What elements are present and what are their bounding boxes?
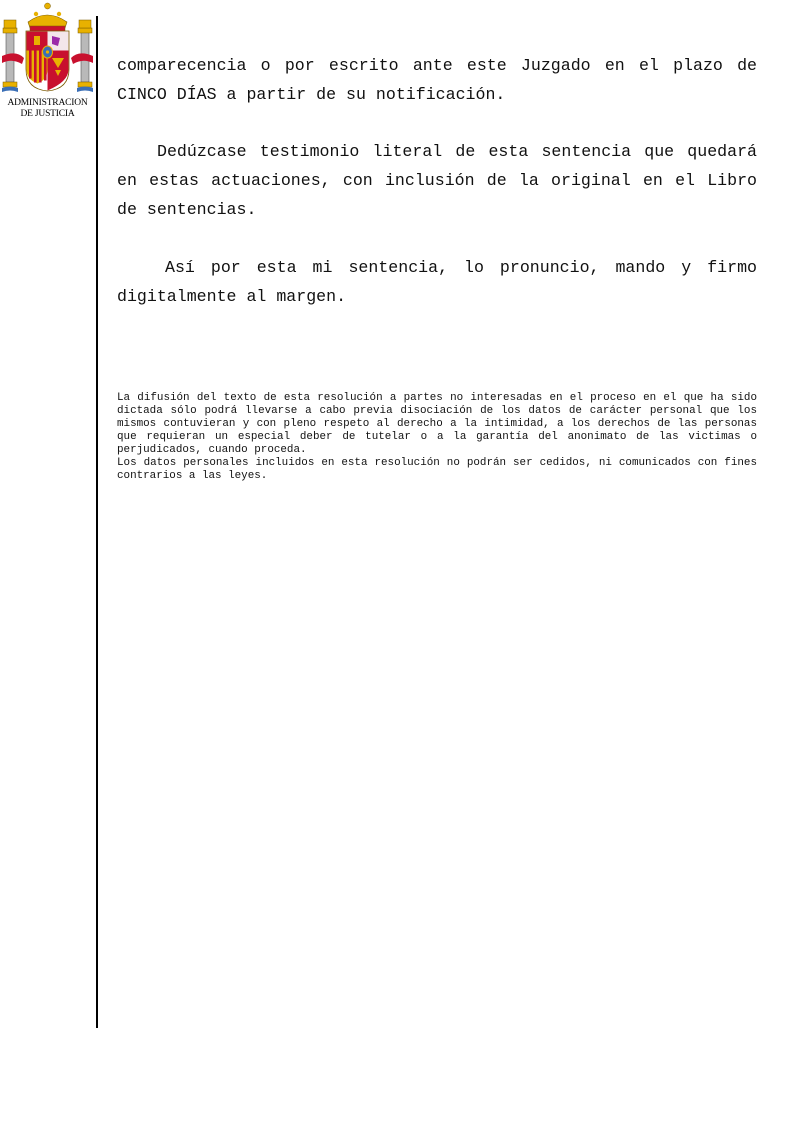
margin-rule: [96, 16, 98, 1028]
logo-caption: [0, 98, 95, 120]
header-logo: [0, 0, 95, 125]
logo-line-2: DE JUSTICIA: [20, 109, 75, 119]
logo-line-1: ADMINISTRACION: [7, 98, 88, 108]
privacy-notice-paragraph-2: Los datos personales incluidos en esta resolución no podrán ser cedidos, ni comunicados con fines contrarios a las leyes.: [117, 457, 757, 482]
body-paragraph-2: Dedúzcase testimonio literal de esta sentencia que quedará en estas actuaciones, con inclusión de la original en el Libro de sentencias.: [117, 142, 757, 219]
spanish-coat-of-arms-icon: [0, 0, 95, 98]
body-paragraph-1: comparecencia o por escrito ante este Juzgado en el plazo de CINCO DÍAS a partir de su notificación.: [117, 56, 757, 104]
privacy-notice: [117, 392, 757, 483]
privacy-notice-paragraph-1: La difusión del texto de esta resolución a partes no interesadas en el proceso en el que ha sido dictada sólo podrá llevarse a cabo previa disociación de los datos de carácter personal que los mismos contuvieran y con pleno respeto al derecho a la intimidad, a los derechos de las personas que requieran un especial deber de tutelar o a la garantía del anonimato de las victimas o perjudicados, cuando proceda.: [117, 392, 757, 456]
body-paragraph-3: Así por esta mi sentencia, lo pronuncio, mando y firmo digitalmente al margen.: [117, 258, 757, 306]
